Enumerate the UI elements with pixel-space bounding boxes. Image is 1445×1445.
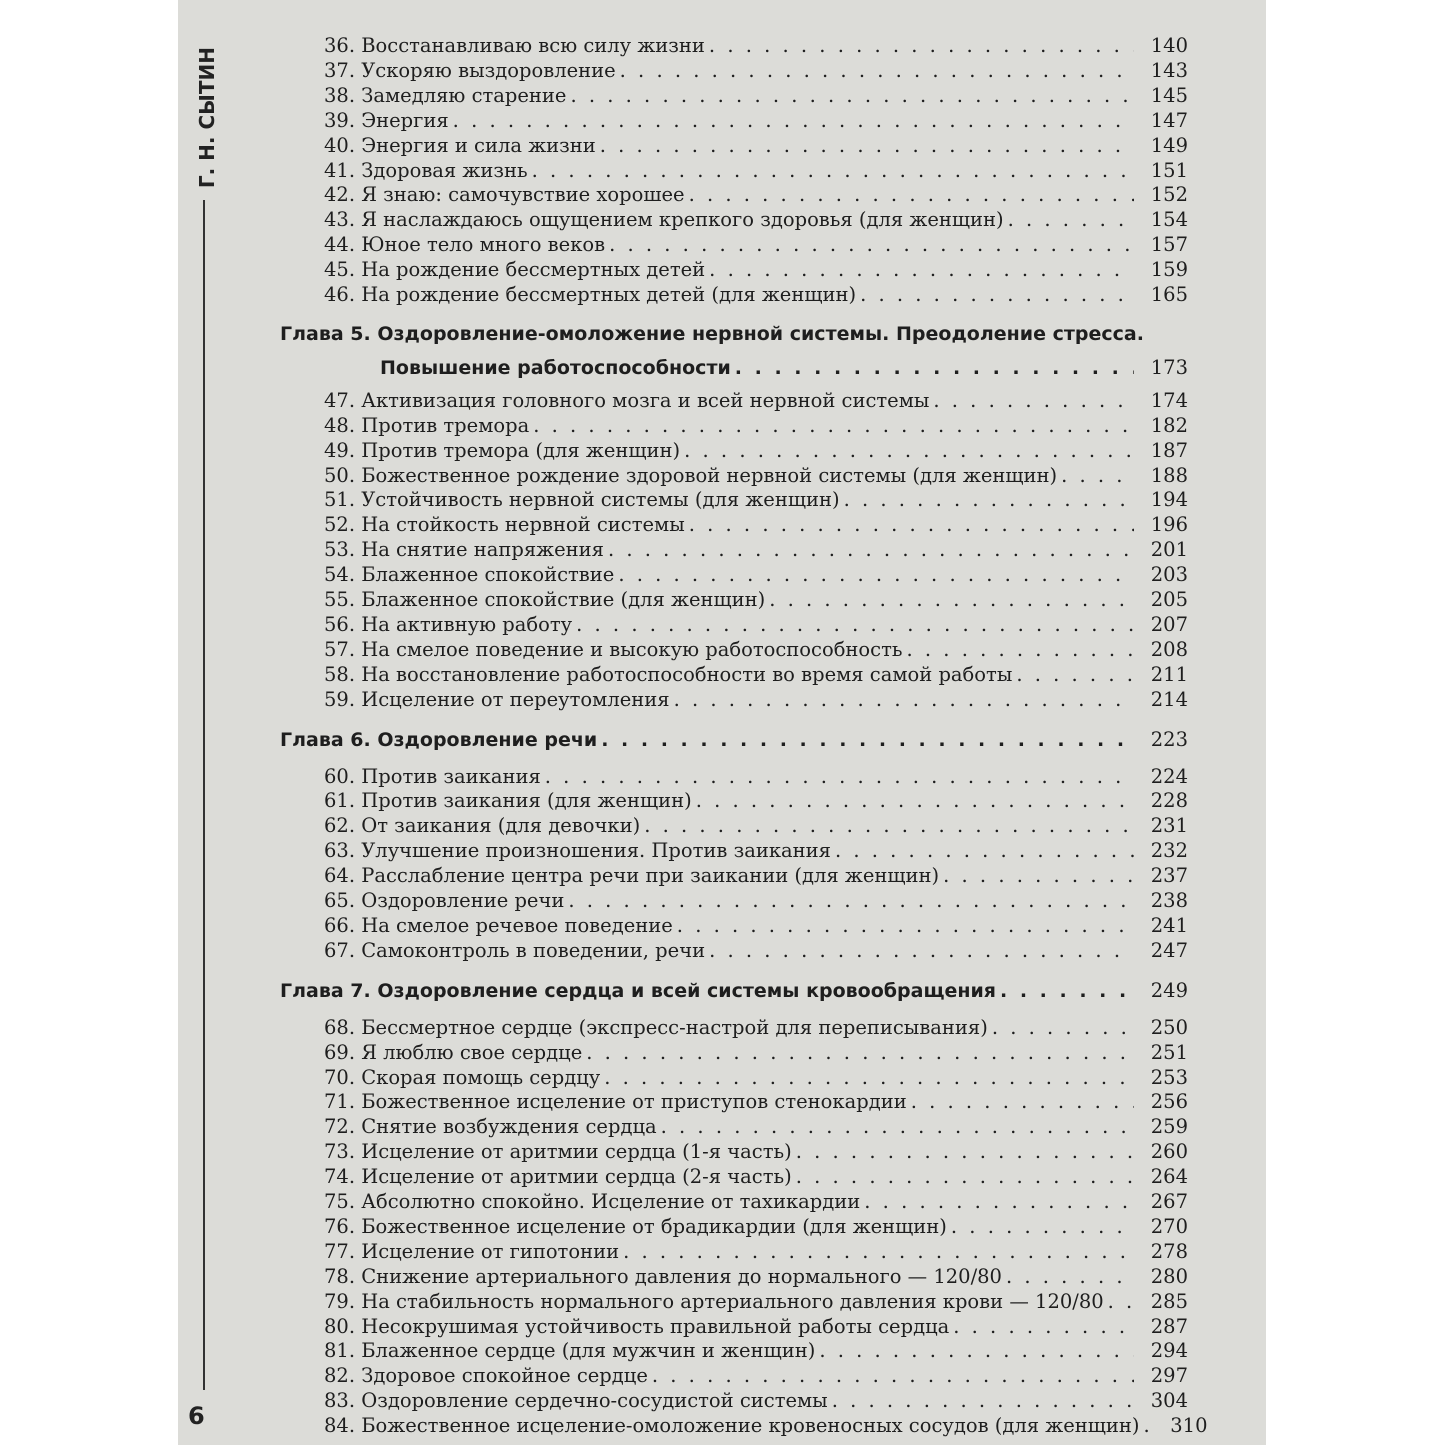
toc-entry-title: 68. Бессмертное сердце (экспресс-настрой для переписывания): [324, 1015, 988, 1039]
toc-page-number: 310: [1170, 1414, 1208, 1438]
toc-leader-dots: [819, 1339, 1134, 1362]
toc-entry: [178, 1215, 1266, 1241]
toc-leader-dots: [907, 638, 1135, 661]
toc-page-number: 140: [1150, 34, 1188, 57]
toc-leader-dots: [1143, 1414, 1153, 1437]
toc-page-number: 228: [1150, 789, 1188, 813]
toc-leader-dots: [1006, 1265, 1134, 1288]
toc-page-number: 205: [1150, 588, 1188, 611]
toc-entry-title: 56. На активную работу: [324, 612, 573, 636]
toc-entry-title: 48. Против тремора: [324, 413, 530, 437]
toc-entry: [178, 1140, 1266, 1166]
page-number: 6: [188, 1402, 205, 1430]
toc-entry: [178, 159, 1266, 185]
toc-entry: [178, 283, 1266, 309]
toc-leader-dots: [545, 765, 1134, 788]
toc-entry-title: 67. Самоконтроль в поведении, речи: [324, 938, 706, 962]
toc-entry-title: 78. Снижение артериального давления до нормального — 120/80: [324, 1264, 1002, 1288]
toc-entry-title: 83. Оздоровление сердечно-сосудистой системы: [324, 1389, 828, 1413]
toc-entry-title: 42. Я знаю: самочувствие хорошее: [324, 183, 685, 207]
toc-leader-dots: [652, 1364, 1134, 1387]
toc-entry-title: 57. На смелое поведение и высокую работоспособность: [324, 637, 903, 661]
toc-entry-title: 69. Я люблю свое сердце: [324, 1040, 583, 1064]
toc-page-number: 267: [1150, 1190, 1188, 1213]
toc-entry: [178, 789, 1266, 815]
toc-page-number: 232: [1150, 839, 1188, 863]
toc-entry-title: Глава 6. Оздоровление речи: [280, 728, 598, 751]
toc-entry: [178, 1364, 1266, 1390]
toc-page-number: 157: [1150, 233, 1188, 257]
toc-leader-dots: [689, 183, 1134, 206]
toc-leader-dots: [533, 414, 1134, 437]
toc-page-number: 159: [1150, 258, 1188, 282]
toc-leader-dots: [608, 538, 1134, 561]
toc-entry-title: 75. Абсолютно спокойно. Исцеление от тахикардии: [324, 1190, 861, 1213]
running-head-text: Г. Н. СЫТИН: [195, 46, 219, 188]
toc-leader-dots: [623, 1240, 1134, 1263]
toc-leader-dots: [943, 864, 1134, 887]
toc-leader-dots: [618, 563, 1134, 586]
toc-leader-dots: [453, 109, 1134, 132]
toc-entry: [178, 414, 1266, 440]
toc-entry-title: 73. Исцеление от аритмии сердца (1-я часть): [324, 1140, 792, 1164]
toc-entry: [178, 1190, 1266, 1216]
toc-entry-title: 44. Юное тело много веков: [324, 233, 606, 257]
toc-leader-dots: [992, 1016, 1134, 1039]
toc-entry-title: 70. Скорая помощь сердцу: [324, 1065, 601, 1089]
toc-leader-dots: [604, 1066, 1134, 1089]
toc-entry-title: 64. Расслабление центра речи при заикании (для женщин): [324, 864, 940, 888]
toc-leader-dots: [796, 1140, 1134, 1163]
toc-leader-dots: [709, 939, 1134, 962]
toc-entry-title: 74. Исцеление от аритмии сердца (2-я часть): [324, 1165, 792, 1189]
toc-page-number: 224: [1150, 764, 1188, 788]
toc-leader-dots: [674, 688, 1134, 711]
toc-entry-title: Повышение работоспособности: [380, 356, 731, 379]
toc-entry-title: 72. Снятие возбуждения сердца: [324, 1115, 657, 1139]
toc-entry: [178, 1265, 1266, 1291]
toc-page-number: 280: [1150, 1264, 1188, 1288]
toc-entry-title: 54. Блаженное спокойствие: [324, 563, 615, 587]
toc-leader-dots: [644, 814, 1134, 837]
toc-entry: [178, 389, 1266, 415]
toc-leader-dots: [735, 357, 1134, 379]
toc-entry: [178, 109, 1266, 135]
toc-entry: [178, 638, 1266, 664]
toc-entry-title: 45. На рождение бессмертных детей: [324, 258, 706, 282]
toc-leader-dots: [677, 914, 1134, 937]
toc-entry-title: 36. Восстанавливаю всю силу жизни: [324, 34, 705, 57]
toc-chapter-heading: [178, 323, 1266, 349]
toc-page-number: 260: [1150, 1140, 1188, 1164]
toc-page-number: 145: [1150, 83, 1188, 107]
toc-leader-dots: [933, 389, 1134, 412]
toc-page-number: 154: [1150, 208, 1188, 232]
toc-entry: [178, 1041, 1266, 1067]
toc-page-number: 151: [1150, 158, 1188, 182]
toc-entry: [178, 613, 1266, 639]
toc-entry: [178, 208, 1266, 234]
toc-entry-title: 53. На снятие напряжения: [324, 538, 604, 562]
toc-page-number: 211: [1150, 662, 1188, 686]
toc-entry-title: 46. На рождение бессмертных детей (для женщин): [324, 283, 857, 306]
toc-entry: [178, 688, 1266, 714]
toc-chapter-heading: [178, 979, 1266, 1005]
toc-entry-title: 71. Божественное исцеление от приступов стенокардии: [324, 1090, 907, 1114]
toc-entry-title: 66. На смелое речевое поведение: [324, 913, 673, 937]
toc-leader-dots: [709, 258, 1134, 281]
toc-page-number: 251: [1150, 1040, 1188, 1064]
toc-entry-title: 41. Здоровая жизнь: [324, 158, 528, 182]
toc-entry: [178, 34, 1266, 60]
toc-entry: [178, 464, 1266, 490]
toc-entry-title: 43. Я наслаждаюсь ощущением крепкого здоровья (для женщин): [324, 208, 1004, 232]
toc-entry-title: 63. Улучшение произношения. Против заикания: [324, 839, 831, 863]
toc-entry-title: 82. Здоровое спокойное сердце: [324, 1364, 648, 1388]
toc-entry: [178, 59, 1266, 85]
toc-entry: [178, 889, 1266, 915]
toc-leader-dots: [661, 1115, 1134, 1138]
toc-page-number: 231: [1150, 814, 1188, 838]
toc-page-number: 223: [1150, 727, 1188, 751]
toc-page-number: 208: [1150, 637, 1188, 661]
toc-chapter-heading: [178, 356, 1266, 382]
toc-entry: [178, 1090, 1266, 1116]
toc-leader-dots: [1061, 464, 1134, 487]
toc-entry: [178, 588, 1266, 614]
toc-entry: [178, 233, 1266, 259]
toc-entry-title: Глава 7. Оздоровление сердца и всей системы кровообращения: [280, 979, 996, 1002]
toc-page-number: 238: [1150, 889, 1188, 912]
toc-page-number: 264: [1150, 1165, 1188, 1189]
toc-leader-dots: [576, 613, 1134, 636]
toc-page-number: 294: [1150, 1339, 1188, 1363]
toc-entry: [178, 439, 1266, 465]
toc-entry: [178, 513, 1266, 539]
toc-page-number: 285: [1150, 1289, 1188, 1313]
toc-page-number: 249: [1150, 978, 1188, 1002]
toc-page-number: 187: [1150, 438, 1188, 462]
toc-entry: [178, 1066, 1266, 1092]
toc-entry-title: 58. На восстановление работоспособности во время самой работы: [324, 662, 1013, 686]
toc-page-number: 147: [1150, 108, 1188, 132]
toc-entry: [178, 134, 1266, 160]
toc-entry: [178, 488, 1266, 514]
toc-leader-dots: [689, 513, 1134, 536]
toc-chapter-heading: [178, 728, 1266, 754]
toc-leader-dots: [1000, 980, 1134, 1002]
toc-page-number: 201: [1150, 538, 1188, 562]
table-of-contents: [178, 0, 1266, 1445]
toc-page-number: 203: [1150, 563, 1188, 587]
toc-leader-dots: [709, 34, 1134, 57]
toc-entry: [178, 1389, 1266, 1415]
toc-entry: [178, 765, 1266, 791]
toc-entry-title: 61. Против заикания (для женщин): [324, 789, 692, 813]
toc-entry-title: 50. Божественное рождение здоровой нервной системы (для женщин): [324, 463, 1058, 487]
toc-leader-dots: [696, 789, 1134, 812]
toc-entry-title: 77. Исцеление от гипотонии: [324, 1239, 620, 1263]
toc-page-number: 241: [1150, 913, 1188, 937]
toc-page-number: 152: [1150, 183, 1188, 207]
toc-leader-dots: [951, 1215, 1134, 1238]
toc-leader-dots: [609, 233, 1134, 256]
toc-entry: [178, 914, 1266, 940]
toc-leader-dots: [601, 729, 1134, 751]
toc-entry: [178, 839, 1266, 865]
toc-entry-title: 47. Активизация головного мозга и всей нервной системы: [324, 388, 930, 412]
toc-entry: [178, 563, 1266, 589]
toc-leader-dots: [684, 439, 1134, 462]
toc-leader-dots: [600, 134, 1134, 157]
toc-page-number: 188: [1150, 463, 1188, 487]
toc-page-number: 247: [1150, 938, 1188, 962]
toc-page-number: 143: [1150, 58, 1188, 82]
toc-leader-dots: [953, 1315, 1134, 1338]
toc-page-number: 196: [1150, 513, 1188, 537]
toc-entry-title: 39. Энергия: [324, 108, 449, 132]
toc-page-number: 270: [1150, 1214, 1188, 1238]
toc-page-number: 256: [1150, 1090, 1188, 1114]
toc-leader-dots: [911, 1090, 1134, 1113]
toc-entry-title: 62. От заикания (для девочки): [324, 814, 641, 838]
toc-leader-dots: [570, 84, 1134, 107]
toc-entry: [178, 1414, 1266, 1440]
toc-leader-dots: [568, 889, 1134, 912]
book-page: [178, 0, 1266, 1445]
toc-entry: [178, 1115, 1266, 1141]
toc-leader-dots: [864, 1190, 1134, 1213]
toc-entry-title: 55. Блаженное спокойствие (для женщин): [324, 588, 766, 611]
toc-page-number: 297: [1150, 1364, 1188, 1388]
toc-page-number: 173: [1150, 355, 1188, 379]
toc-entry-title: 81. Блаженное сердце (для мужчин и женщин): [324, 1339, 816, 1363]
toc-entry: [178, 183, 1266, 209]
toc-leader-dots: [860, 283, 1134, 306]
toc-page-number: 149: [1150, 133, 1188, 157]
toc-leader-dots: [532, 159, 1134, 182]
toc-leader-dots: [844, 488, 1134, 511]
toc-leader-dots: [586, 1041, 1134, 1064]
toc-page-number: 214: [1150, 687, 1188, 711]
toc-entry: [178, 538, 1266, 564]
toc-entry-title: 51. Устойчивость нервной системы (для женщин): [324, 488, 840, 512]
toc-leader-dots: [1008, 208, 1134, 231]
toc-entry-title: 65. Оздоровление речи: [324, 889, 565, 912]
toc-page-number: 194: [1150, 488, 1188, 512]
toc-page-number: 253: [1150, 1065, 1188, 1089]
toc-entry: [178, 663, 1266, 689]
toc-leader-dots: [835, 839, 1134, 862]
toc-entry: [178, 84, 1266, 110]
toc-entry-title: 59. Исцеление от переутомления: [324, 687, 670, 711]
toc-entry: [178, 939, 1266, 965]
toc-page-number: 165: [1150, 283, 1188, 306]
toc-page-number: 237: [1150, 864, 1188, 888]
toc-page-number: 182: [1150, 413, 1188, 437]
toc-entry: [178, 864, 1266, 890]
toc-entry-title: 80. Несокрушимая устойчивость правильной работы сердца: [324, 1314, 950, 1338]
toc-leader-dots: [796, 1165, 1134, 1188]
toc-entry: [178, 814, 1266, 840]
toc-page-number: 287: [1150, 1314, 1188, 1338]
toc-entry-title: 38. Замедляю старение: [324, 83, 567, 107]
toc-page-number: 278: [1150, 1239, 1188, 1263]
toc-entry-title: 60. Против заикания: [324, 764, 541, 788]
toc-entry: [178, 1315, 1266, 1341]
toc-page-number: 259: [1150, 1115, 1188, 1139]
toc-entry: [178, 1016, 1266, 1042]
toc-entry: [178, 1165, 1266, 1191]
toc-page-number: 250: [1150, 1015, 1188, 1039]
toc-entry-title: 40. Энергия и сила жизни: [324, 133, 596, 157]
toc-leader-dots: [620, 59, 1134, 82]
toc-leader-dots: [1108, 1290, 1134, 1313]
toc-entry-title: 79. На стабильность нормального артериального давления крови — 120/80: [324, 1289, 1104, 1313]
toc-leader-dots: [1016, 663, 1134, 686]
toc-leader-dots: [832, 1389, 1134, 1412]
toc-entry-title: 52. На стойкость нервной системы: [324, 513, 685, 537]
toc-page-number: 207: [1150, 612, 1188, 636]
toc-entry-title: 76. Божественное исцеление от брадикардии (для женщин): [324, 1214, 947, 1238]
toc-entry: [178, 1290, 1266, 1316]
toc-entry: [178, 1240, 1266, 1266]
toc-entry: [178, 258, 1266, 284]
toc-leader-dots: [769, 588, 1134, 611]
toc-entry-title: 84. Божественное исцеление-омоложение кровеносных сосудов (для женщин): [324, 1414, 1140, 1438]
toc-entry: [178, 1339, 1266, 1365]
toc-entry-title: 49. Против тремора (для женщин): [324, 438, 681, 462]
toc-page-number: 174: [1150, 388, 1188, 412]
toc-page-number: 304: [1150, 1389, 1188, 1413]
toc-entry-title: 37. Ускоряю выздоровление: [324, 58, 616, 82]
toc-entry-title: Глава 5. Оздоровление-омоложение нервной системы. Преодоление стресса.: [280, 322, 1144, 345]
